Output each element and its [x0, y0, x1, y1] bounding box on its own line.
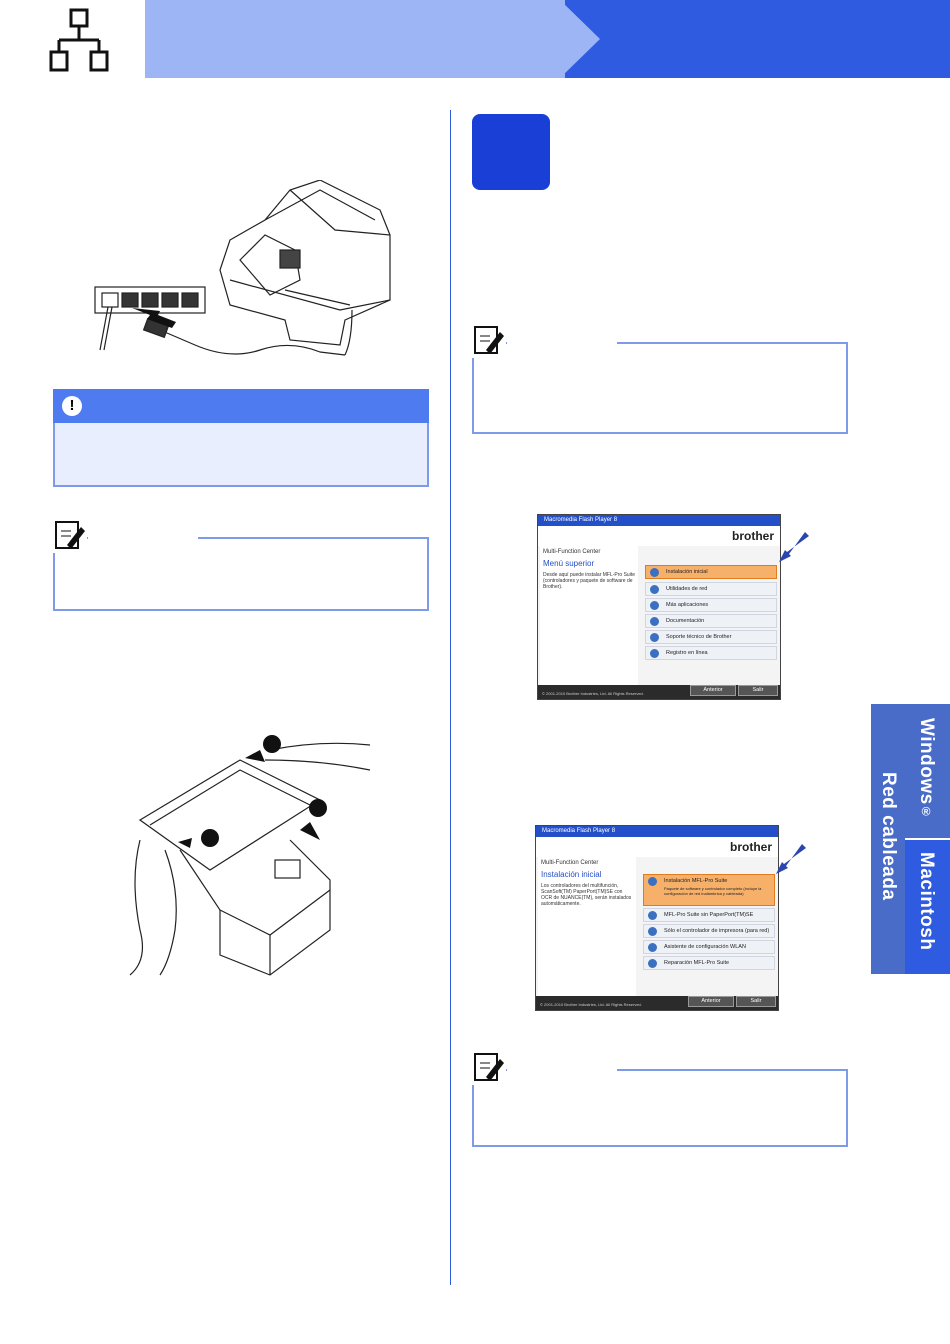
item-icon	[650, 617, 659, 626]
header-logo-area	[0, 0, 145, 78]
menu-item-wlan-wizard[interactable]: Asistente de configuración WLAN	[643, 940, 775, 954]
back-button[interactable]: Anterior	[688, 996, 734, 1007]
menu-item-repair[interactable]: Reparación MFL-Pro Suite	[643, 956, 775, 970]
header-light-band	[145, 0, 565, 78]
item-icon	[648, 877, 657, 886]
exclamation-icon: !	[62, 396, 82, 416]
note-box-left	[53, 537, 429, 611]
item-icon	[648, 943, 657, 952]
menu-item-more-apps[interactable]: Más aplicaciones	[645, 598, 777, 612]
menu-heading: Menú superior	[543, 559, 595, 568]
window-footer	[538, 685, 780, 699]
pointer-arrow-icon	[772, 844, 812, 878]
windows-label: Windows®	[916, 718, 937, 820]
brand-bar	[536, 837, 778, 857]
note-pencil-icon	[53, 519, 87, 553]
menu-item-mfl-pro-suite[interactable]: Instalación MFL-Pro Suite Paquete de software y controlador completo (incluye la configuración de red inalámbrica y cableada)	[643, 874, 775, 906]
menu-item-printer-driver[interactable]: Sólo el controlador de impresora (para red)	[643, 924, 775, 938]
window-footer	[536, 996, 778, 1010]
column-divider	[450, 110, 451, 1285]
brand-bar	[538, 526, 780, 546]
item-icon	[650, 633, 659, 642]
menu-item-online-registration[interactable]: Registro en línea	[645, 646, 777, 660]
scanner-cover-illustration	[120, 730, 380, 980]
copyright-text: © 2001-2010 Brother Industries, Ltd. All Rights Reserved.	[540, 1002, 642, 1007]
item-icon	[648, 927, 657, 936]
left-pane	[538, 857, 636, 997]
warning-header	[53, 389, 429, 423]
menu-item-support[interactable]: Soporte técnico de Brother	[645, 630, 777, 644]
screenshot-initial-install	[535, 825, 779, 1011]
copyright-text: © 2001-2010 Brother Industries, Ltd. All Rights Reserved.	[542, 691, 644, 696]
menu-item-initial-install[interactable]: Instalación inicial	[645, 565, 777, 579]
menu-item-documentation[interactable]: Documentación	[645, 614, 777, 628]
window-title: Macromedia Flash Player 8	[538, 515, 780, 526]
menu-item-subtext: Paquete de software y controlador completo (incluye la configuración de red inalámbrica y cableada)	[664, 886, 762, 896]
item-icon	[650, 585, 659, 594]
item-icon	[648, 911, 657, 920]
note-pencil-icon	[472, 1051, 506, 1085]
item-icon	[650, 649, 659, 658]
menu-description: Los controladores del multifunción, ScanSoft(TM) PaperPort(TM)SE con OCR de NUANCE(TM), serán instalados automáticamente.	[541, 883, 632, 907]
app-name: Multi-Function Center	[543, 549, 601, 555]
side-tab-red-cableada[interactable]	[871, 704, 905, 974]
window-title: Macromedia Flash Player 8	[536, 826, 778, 837]
left-pane	[540, 546, 638, 686]
item-icon	[650, 601, 659, 610]
side-tab-macintosh[interactable]	[905, 840, 950, 974]
menu-heading: Instalación inicial	[541, 870, 602, 879]
menu-item-without-paperport[interactable]: MFL-Pro Suite sin PaperPort(TM)SE	[643, 908, 775, 922]
back-button[interactable]: Anterior	[690, 685, 736, 696]
pointer-arrow-icon	[775, 532, 815, 566]
warning-body	[53, 423, 429, 487]
screenshot-top-menu	[537, 514, 781, 700]
brand-logo: brother	[730, 840, 772, 854]
menu-item-network-utilities[interactable]: Utilidades de red	[645, 582, 777, 596]
app-name: Multi-Function Center	[541, 860, 599, 866]
note-box-left-mask	[88, 531, 198, 541]
note-box-right-1	[472, 342, 848, 434]
note-pencil-icon	[472, 324, 506, 358]
lan-cable-illustration	[90, 180, 400, 360]
item-icon	[650, 568, 659, 577]
exit-button[interactable]: Salir	[738, 685, 778, 696]
network-icon	[45, 2, 125, 78]
wired-network-label: Red cableada	[878, 772, 899, 901]
brand-logo: brother	[732, 529, 774, 543]
exit-button[interactable]: Salir	[736, 996, 776, 1007]
item-icon	[648, 959, 657, 968]
menu-description: Desde aquí puede instalar MFL-Pro Suite (controladores y paquete de software de Brother).	[543, 572, 635, 590]
note-box-right-2-mask	[507, 1063, 617, 1073]
note-box-right-1-mask	[507, 336, 617, 346]
step-number-badge	[472, 114, 550, 190]
side-tab-windows[interactable]	[905, 704, 950, 838]
macintosh-label: Macintosh	[916, 852, 937, 951]
note-box-right-2	[472, 1069, 848, 1147]
